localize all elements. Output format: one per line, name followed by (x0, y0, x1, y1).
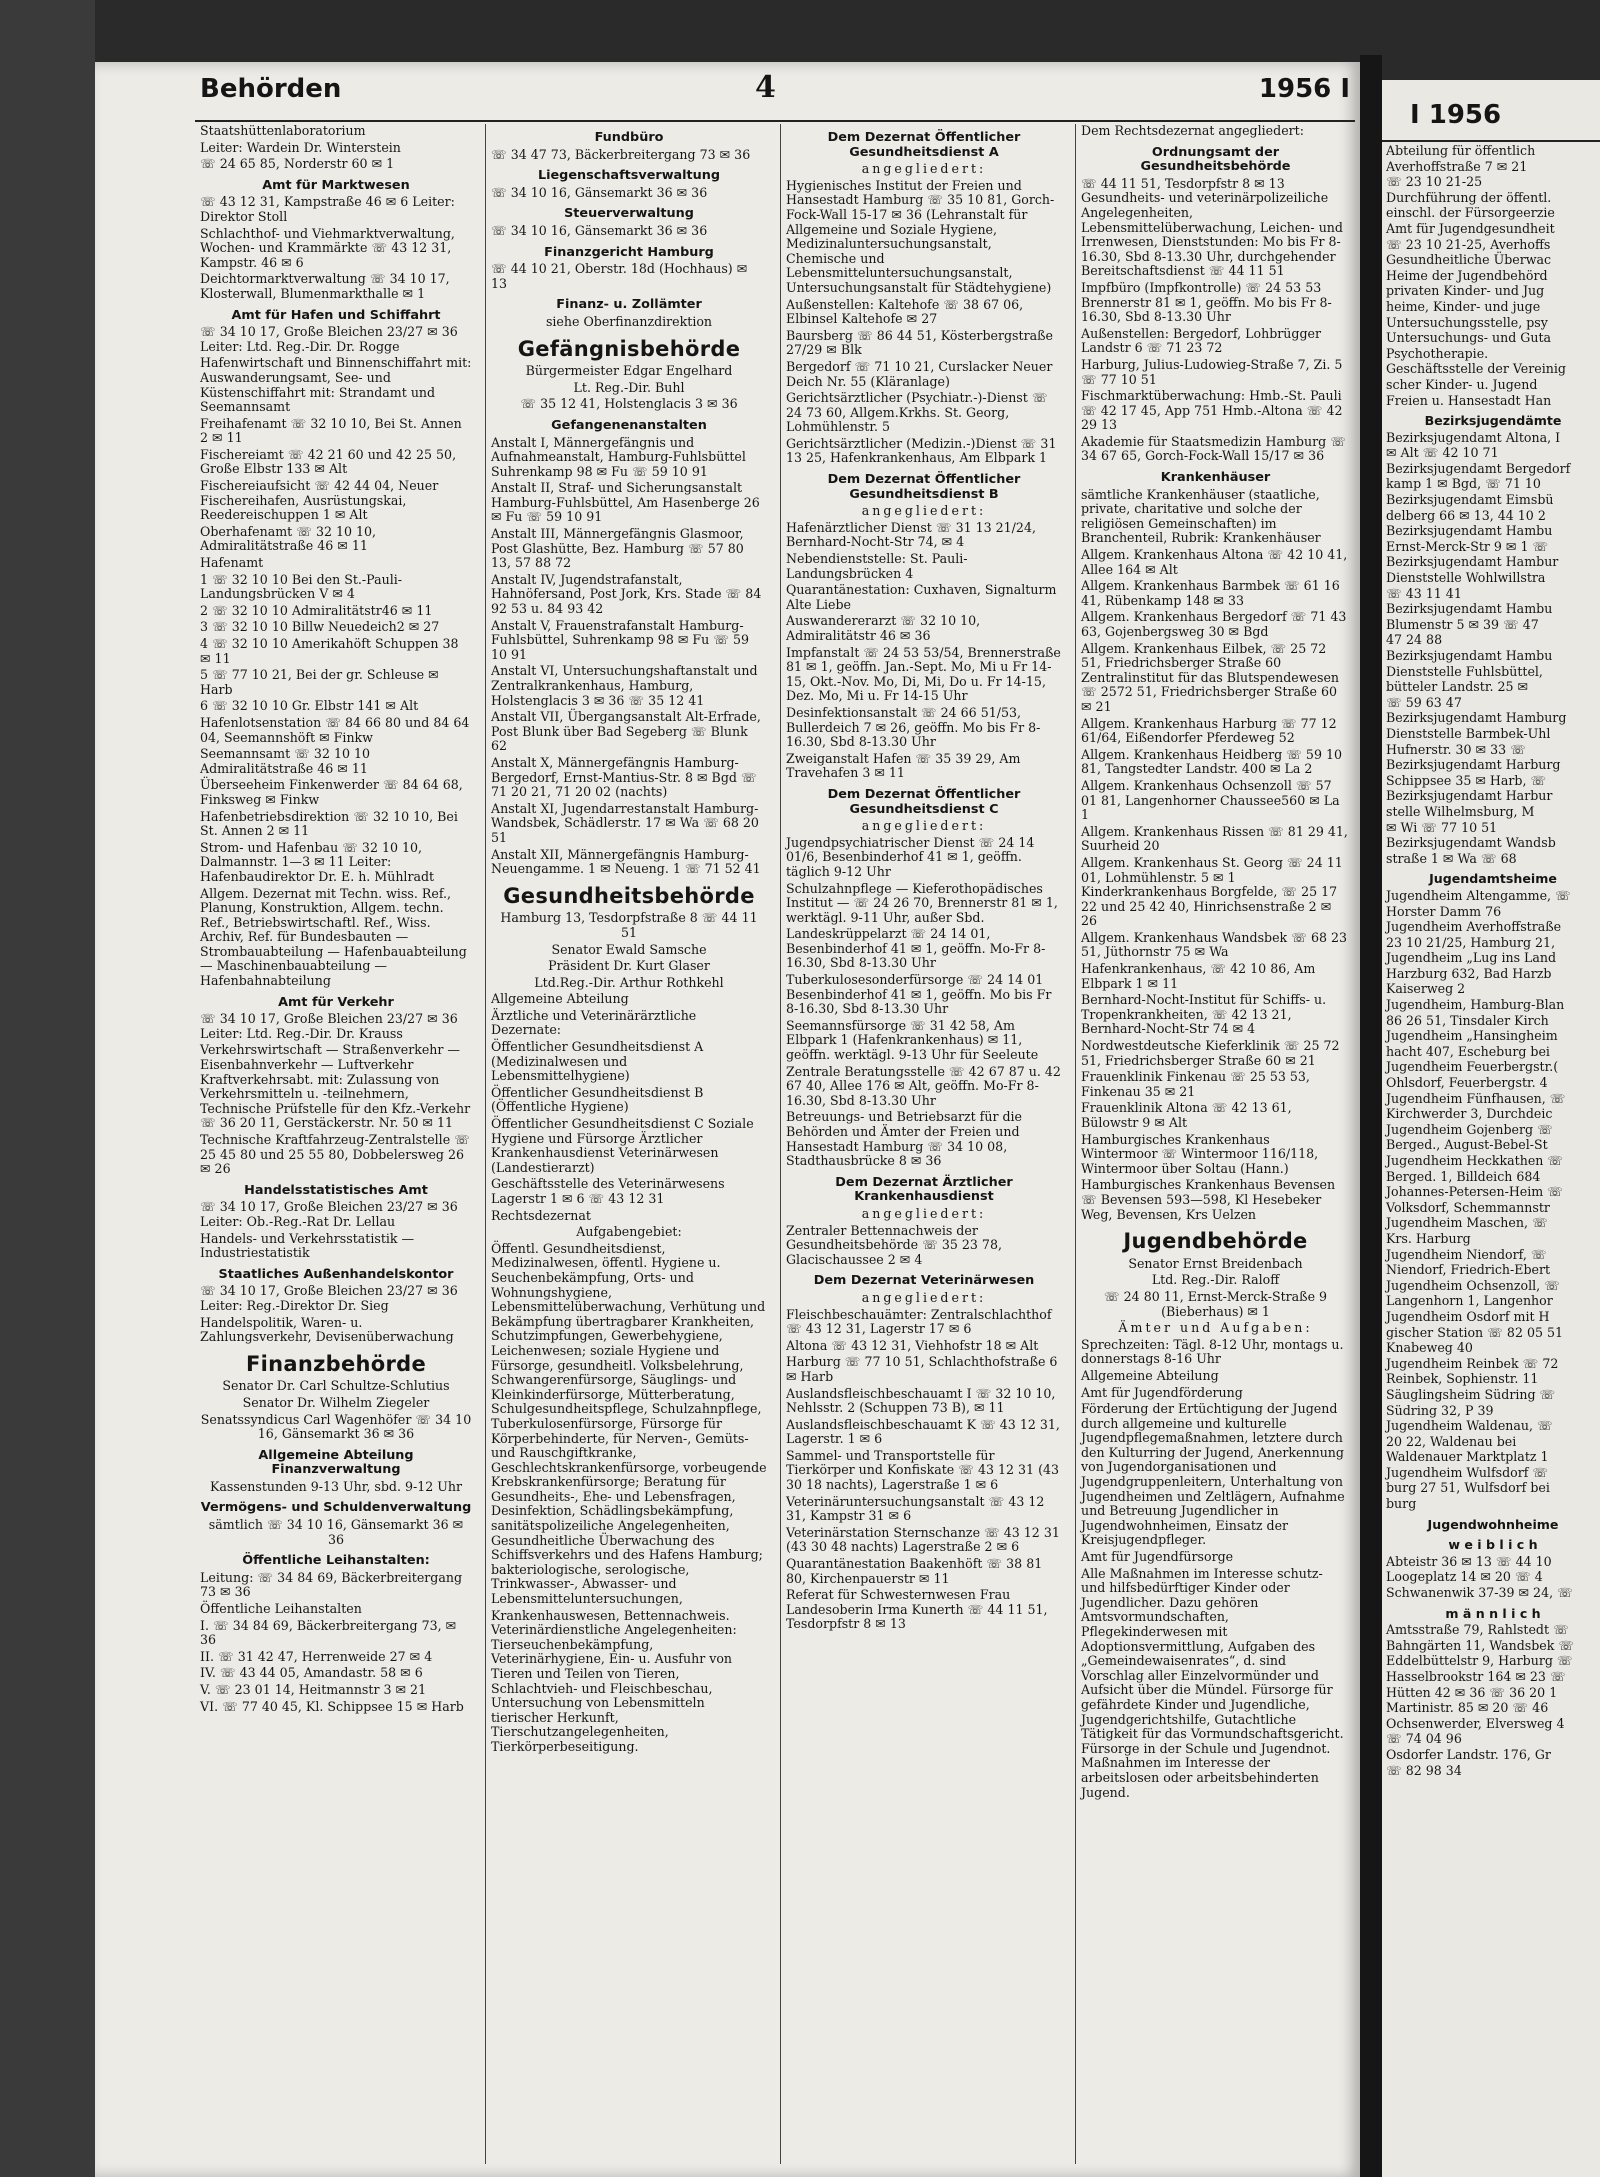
entry: ☏ 34 10 16, Gänsemarkt 36 ✉ 36 (491, 222, 708, 238)
entry: Hafenkrankenhaus, ☏ 42 10 86, Am Elbpark 1 ✉ 11 (1081, 961, 1316, 991)
entry: Anstalt XII, Männergefängnis Hamburg-Neuengamme. 1 ✉ Neueng. 1 ☏ 71 52 41 (491, 846, 761, 877)
page2-line: Dienststelle Barmbek-Uhl (1386, 725, 1551, 741)
subsection-heading: Dem Dezernat Öffentlicher Gesundheitsdienst B (827, 472, 1021, 502)
centered-line: Senator Ewald Samsche (551, 941, 707, 957)
page2-line: Averhoffstraße 7 ✉ 21 (1386, 158, 1528, 174)
entry: Geschäftsstelle des Veterinärwesens Lagerstr 1 ✉ 6 ☏ 43 12 31 (491, 1176, 725, 1206)
entry: Ärztliche und Veterinärärztliche Dezernate: (491, 1007, 697, 1038)
column-2 (485, 124, 772, 2164)
page2-line: Ochsenwerder, Elversweg 4 (1386, 1715, 1565, 1731)
page2-line: Jugendheim Osdorf mit H (1386, 1308, 1550, 1324)
header-section-title: Behörden (200, 74, 342, 104)
entry: 2 ☏ 32 10 10 Admiralitätstr46 ✉ 11 (200, 602, 433, 618)
page2-line: Bezirksjugendamt Harbur (1386, 788, 1553, 804)
entry: Schlachthof- und Viehmarktverwaltung, Wochen- und Krammärkte ☏ 43 12 31, Kampstr. 46 ✉ 6 (200, 225, 455, 270)
page2-line: Südring 32, P 39 (1386, 1402, 1494, 1418)
subsection-heading: Finanz- u. Zollämter (556, 297, 702, 313)
page2-line: ☏ 23 10 21-25 (1386, 174, 1483, 190)
entry: Impfanstalt ☏ 24 53 53/54, Brennerstraße 81 ✉ 1, geöffn. Jan.-Sept. Mo, Mi u Fr 14-15, Okt.-Nov. Mo, Di, Mi, Do u. Fr 14-15, Dez. Mo, Mi u. Fr 14-15 Uhr (786, 644, 1061, 704)
entry: Auslandsfleischbeschauamt I ☏ 32 10 10, Nehlsstr. 2 (Schuppen 73 B), ✉ 11 (786, 1385, 1056, 1416)
page2-line: Krs. Harburg (1386, 1230, 1471, 1246)
entry: Handels- und Verkehrsstatistik — Industriestatistik (200, 1230, 415, 1261)
page2-line: gischer Station ☏ 82 05 51 (1386, 1324, 1564, 1340)
entry: II. ☏ 31 42 47, Herrenweide 27 ✉ 4 (200, 1648, 433, 1664)
entry: Außenstellen: Kaltehofe ☏ 38 67 06, Elbinsel Kaltehofe ✉ 27 (786, 296, 1024, 327)
subsection-heading: Öffentliche Leihanstalten: (242, 1553, 430, 1569)
page2-line: Geschäftsstelle der Vereinig (1386, 361, 1566, 377)
entry: Allgem. Krankenhaus Harburg ☏ 77 12 61/64, Eißendorfer Pferdeweg 52 (1081, 715, 1337, 746)
entry: Anstalt I, Männergefängnis und Aufnahmeanstalt, Hamburg-Fuhlsbüttel Suhrenkamp 98 ✉ Fu ☏ 59 10 91 (491, 434, 746, 479)
entry: Landeskrüppelarzt ☏ 24 14 01, Besenbinderhof 41 ✉ 1, geöffn. Mo-Fr 8-16.30, Sbd 8-13.30 Uhr (786, 926, 1046, 971)
entry: Sammel- und Transportstelle für Tierkörper und Konfiskate ☏ 43 12 31 (43 30 18 nachts), Lagerstraße 1 ✉ 6 (786, 1447, 1060, 1493)
page2-line: Dienststelle Fuhlsbüttel, (1386, 663, 1543, 679)
page2-line: burg 27 51, Wulfsdorf bei (1386, 1480, 1550, 1496)
entry: Bergedorf ☏ 71 10 21, Curslacker Neuer Deich Nr. 55 (Kläranlage) (786, 358, 1053, 389)
entry: Zweiganstalt Hafen ☏ 35 39 29, Am Travehafen 3 ✉ 11 (786, 750, 1021, 781)
page2-heading: m ä n n l i c h (1445, 1605, 1541, 1621)
entry: sämtliche Krankenhäuser (staatliche, private, charitative und solche der religiösen Gemeinschaften) im Branchenteil, Rubrik: Krankenhäuser (1081, 486, 1321, 546)
entry: Amt für Jugendfürsorge (1081, 1549, 1234, 1565)
entry: Anstalt X, Männergefängnis Hamburg-Bergedorf, Ernst-Mantius-Str. 8 ✉ Bgd ☏ 71 20 21, 71 20 02 (nachts) (491, 754, 757, 800)
page2-line: Harzburg 632, Bad Harzb (1386, 965, 1552, 981)
entry: Öffentl. Gesundheitsdienst, Medizinalwesen, öffentl. Hygiene u. Seuchenbekämpfung, Orts- und Wohnungshygiene, Lebensmittelüberwachung, Verhütung und Bekämpfung übertragbarer Krankheiten, Schutzimpfungen, Gewerbehygiene, Leichenwesen; soziale Hygiene und Fürsorge, gesundheitl. Volksbelehrung, Schwangerenfürsorge, Säuglings- und Kleinkinderfürsorge, Mütterberatung, Schulgesundheitspflege, Schulzahnpflege, Tuberkulosenfürsorge, Fürsorge für Körperbehinderte, für Nerven-, Gemüts- und Rauschgiftkranke, Geschlechtskrankenfürsorge, vorbeugende Krebskrankenfürsorge; Beratung für Gesundheits-, Ehe- und Lebensfragen, Desinfektion, Schädlingsbekämpfung, sanitätspolizeiliche Angelegenheiten, Gesundheitliche Überwachung des Schiffsverkehrs und des Hafens Hamburg; bakteriologische, serologische, Trinkwasser-, Abwasser- und Lebensmitteluntersuchungen, (491, 1240, 767, 1607)
page2-line: Gesundheitliche Überwac (1386, 252, 1552, 268)
entry: Bernhard-Nocht-Institut für Schiffs- u. Tropenkrankheiten, ☏ 42 13 21, Bernhard-Nocht-Str 74 ✉ 4 (1081, 992, 1327, 1037)
entry: Zentrale Beratungsstelle ☏ 42 67 87 u. 42 67 40, Allee 176 ✉ Alt, geöffn. Mo-Fr 8-16.30, Sbd 8-13.30 Uhr (786, 1063, 1061, 1108)
centered-line: Präsident Dr. Kurt Glaser (548, 958, 710, 974)
entry: Verkehrswirtschaft — Straßenverkehr — Eisenbahnverkehr — Luftverkehr Kraftverkehrsabt. mit: Zulassung von Verkehrsmitteln u. -teilnehmern, Technische Prüfstelle für den Kfz.-Verkehr ☏ 36 20 11, Gerstäckerstr. Nr. 50 ✉ 11 (200, 1042, 471, 1131)
page2-line: Volksdorf, Schemmannstr (1386, 1199, 1550, 1215)
entry: ☏ 34 10 17, Große Bleichen 23/27 ✉ 36 Leiter: Ob.-Reg.-Rat Dr. Lellau (200, 1199, 458, 1229)
page2-line: ☏ 82 98 34 (1386, 1762, 1462, 1778)
page2-line: Loogeplatz 14 ✉ 20 ☏ 4 (1386, 1569, 1543, 1585)
page2-heading: Bezirksjugendämte (1424, 413, 1562, 429)
entry: Allgem. Krankenhaus Wandsbek ☏ 68 23 51, Jüthornstr 75 ✉ Wa (1081, 929, 1347, 960)
page2-line: ☏ 74 04 96 (1386, 1731, 1462, 1747)
entry: VI. ☏ 77 40 45, Kl. Schippsee 15 ✉ Harb (200, 1698, 464, 1714)
centered-line: Ltd. Reg.-Dir. Raloff (1151, 1272, 1280, 1288)
entry: Außenstellen: Bergedorf, Lohbrügger Landstr 6 ☏ 71 23 72 (1081, 325, 1321, 356)
column-4 (1075, 124, 1355, 2164)
entry: Hafenärztlicher Dienst ☏ 31 13 21/24, Bernhard-Nocht-Str 74, ✉ 4 (786, 519, 1036, 550)
entry: ☏ 43 12 31, Kampstraße 46 ✉ 6 Leiter: Direktor Stoll (200, 194, 455, 224)
entry: Handelspolitik, Waren- u. Zahlungsverkehr, Devisenüberwachung (200, 1314, 454, 1345)
entry: 5 ☏ 77 10 21, Bei der gr. Schleuse ✉ Harb (200, 667, 439, 697)
page2-line: Amtsstraße 79, Rahlstedt ☏ (1386, 1622, 1569, 1638)
entry: Alle Maßnahmen im Interesse schutz- und hilfsbedürftiger Kinder oder Jugendlicher. Dazu gehören Amtsvormundschaften, Pflegekinderwesen mit Adoptionsvermittlung, Aufgaben des „Gemeindewaisenrates“, d. sind Vorschlag aller Einzelvormünder und Aufsicht über die Mündel. Fürsorge für gefährdete Kinder und Jugendliche, Jugendgerichtshilfe, Gutachtliche Tätigkeit für das Vormundschaftsgericht. Fürsorge in der Schule und Jugendnot. Maßnahmen im Interesse der arbeitslosen oder arbeitsbehinderten Jugend. (1081, 1565, 1344, 1800)
entry: Akademie für Staatsmedizin Hamburg ☏ 34 67 65, Gorch-Fock-Wall 15/17 ✉ 36 (1081, 433, 1346, 464)
entry: Quarantänestation Baakenhöft ☏ 38 81 80, Kirchenpauerstr ✉ 11 (786, 1556, 1043, 1586)
page2-line: Jugendheim Ochsenzoll, ☏ (1386, 1277, 1560, 1293)
subsection-heading: Dem Dezernat Ärztlicher Krankenhausdienst (835, 1174, 1013, 1205)
centered-line: Aufgabengebiet: (576, 1224, 682, 1240)
entry: Überseeheim Finkenwerder ☏ 84 64 68, Finksweg ✉ Finkw (200, 777, 463, 807)
page2-heading: Jugendwohnheime (1427, 1516, 1559, 1532)
entry: ☏ 44 10 21, Oberstr. 18d (Hochhaus) ✉ 13 (491, 261, 748, 291)
entry: Rechtsdezernat (491, 1207, 591, 1223)
entry: Fleischbeschauämter: Zentralschlachthof ☏ 43 12 31, Lagerstr 17 ✉ 6 (786, 1306, 1052, 1337)
page2-line: Jugendheim Maschen, ☏ (1386, 1215, 1548, 1231)
page2-heading: Jugendamtsheime (1429, 871, 1557, 887)
entry: Fischmarktüberwachung: Hmb.-St. Pauli ☏ 42 17 45, App 751 Hmb.-Altona ☏ 42 29 13 (1081, 388, 1343, 433)
page2-line: Bezirksjugendamt Hambu (1386, 523, 1553, 539)
entry: Allgem. Krankenhaus Heidberg ☏ 59 10 81, Tangstedter Landstr. 400 ✉ La 2 (1081, 746, 1342, 777)
page2-line: bütteler Landstr. 25 ✉ (1386, 679, 1529, 695)
page2-line: Jugendheim Wulfsdorf ☏ (1386, 1464, 1549, 1480)
entry: Anstalt V, Frauenstrafanstalt Hamburg-Fuhlsbüttel, Suhrenkamp 98 ✉ Fu ☏ 59 10 91 (491, 617, 750, 662)
page2-line: scher Kinder- u. Jugend (1386, 376, 1538, 392)
page2-line: ✉ Wi ☏ 77 10 51 (1386, 819, 1498, 835)
page2-line: Durchführung der öffentl. (1386, 189, 1552, 205)
columns (195, 124, 1355, 2164)
page2-line: Jugendheim Reinbek ☏ 72 (1386, 1355, 1559, 1371)
spaced-label: angegliedert: (861, 1205, 987, 1221)
spaced-label: angegliedert: (861, 818, 987, 834)
centered-line: sämtlich ☏ 34 10 16, Gänsemarkt 36 ✉ 36 (208, 1517, 464, 1547)
subsection-heading: Amt für Hafen und Schiffahrt (231, 307, 441, 323)
entry: ☏ 34 10 17, Große Bleichen 23/27 ✉ 36 Leiter: Ltd. Reg.-Dir. Dr. Rogge (200, 324, 458, 354)
subsection-heading: Allgemeine Abteilung Finanzverwaltung (258, 1447, 414, 1478)
entry: ☏ 34 10 17, Große Bleichen 23/27 ✉ 36 Leiter: Ltd. Reg.-Dir. Dr. Krauss (200, 1011, 458, 1041)
entry: Seemannsamt ☏ 32 10 10 Admiralitätstraße 46 ✉ 11 (200, 746, 371, 776)
entry: Hafenwirtschaft und Binnenschiffahrt mit: Auswanderungsamt, See- und Küstenschiffahrt mit: Strandamt und Seemannsamt (200, 355, 472, 415)
page2-line: Freien u. Hansestadt Han (1386, 392, 1552, 408)
page2-line: Untersuchungs- und Guta (1386, 330, 1552, 346)
page2-line: stelle Wilhelmsburg, M (1386, 803, 1535, 819)
page2-line: Bezirksjugendamt Bergedorf (1386, 460, 1571, 476)
page2-line: Hütten 42 ✉ 36 ☏ 36 20 1 (1386, 1684, 1558, 1700)
entry: Hafenbetriebsdirektion ☏ 32 10 10, Bei St. Annen 2 ✉ 11 (200, 808, 458, 839)
page2-line: Jugendheim Averhoffstraße (1386, 919, 1562, 935)
entry: Anstalt III, Männergefängnis Glasmoor, Post Glashütte, Bez. Hamburg ☏ 57 80 13, 57 88 72 (491, 526, 744, 571)
subsection-heading: Dem Dezernat Öffentlicher Gesundheitsdienst C (827, 786, 1021, 817)
subsection-heading: Dem Dezernat Veterinärwesen (813, 1273, 1035, 1289)
page2-line: 86 26 51, Tinsdaler Kirch (1386, 1012, 1549, 1028)
entry: 4 ☏ 32 10 10 Amerikahöft Schuppen 38 ✉ 11 (200, 636, 459, 666)
page2-line: Bezirksjugendamt Wandsb (1386, 835, 1556, 851)
page2-line: Blumenstr 5 ✉ 39 ☏ 47 (1386, 616, 1539, 632)
page2-line: Amt für Jugendgesundheit (1386, 220, 1555, 236)
authority-heading: Finanzbehörde (245, 1351, 427, 1376)
entry: Hamburgisches Krankenhaus Bevensen ☏ Bevensen 593—598, Kl Hesebeker Weg, Bevensen, Krs Uelzen (1081, 1177, 1336, 1222)
entry: 3 ☏ 32 10 10 Billw Neuedeich2 ✉ 27 (200, 619, 440, 635)
entry: Förderung der Ertüchtigung der Jugend durch allgemeine und kulturelle Jugendpflegemaßnahmen, letztere durch den Kulturring der Jugend, Anerkennung von Jugendorganisationen und Jugendgruppenleitern, Unterhaltung von Jugendheimen und Zeltlägern, Aufnahme und Betreuung Jugendlicher in Jugendwohnheimen, Einsatz der Kreisjugendpfleger. (1081, 1401, 1345, 1548)
entry: Deichtormarktverwaltung ☏ 34 10 17, Klosterwall, Blumenmarkthalle ✉ 1 (200, 271, 450, 301)
entry: ☏ 34 10 16, Gänsemarkt 36 ✉ 36 (491, 184, 708, 200)
page-left (95, 62, 1360, 2177)
subsection-heading: Amt für Marktwesen (262, 177, 410, 193)
centered-line: Hamburg 13, Tesdorpfstraße 8 ☏ 44 11 51 (500, 910, 758, 940)
centered-line: Senator Dr. Wilhelm Ziegeler (242, 1394, 430, 1410)
entry: Fischereiamt ☏ 42 21 60 und 42 25 50, Große Elbstr 133 ✉ Alt (200, 446, 457, 477)
page2-line: ☏ 23 10 21-25, Averhoffs (1386, 236, 1551, 252)
entry: Hafenamt (200, 555, 264, 571)
entry: Desinfektionsanstalt ☏ 24 66 51/53, Bullerdeich 7 ✉ 26, geöffn. Mo bis Fr 8-16.30, Sbd 8-13.30 Uhr (786, 704, 1041, 750)
spaced-label: angegliedert: (861, 503, 987, 519)
entry: Dem Rechtsdezernat angegliedert: (1081, 124, 1304, 138)
page2-line: privaten Kinder- und Jug (1386, 283, 1545, 299)
entry: V. ☏ 23 01 14, Heitmannstr 3 ✉ 21 (200, 1682, 427, 1697)
page2-line: Jugendheim Niendorf, ☏ (1386, 1246, 1547, 1262)
entry: Veterinärstation Sternschanze ☏ 43 12 31 (43 30 48 nachts) Lagerstraße 2 ✉ 6 (786, 1524, 1060, 1555)
scanner-margin (0, 0, 95, 2177)
page2-line: Abteilung für öffentlich (1386, 143, 1536, 158)
centered-line: Ltd.Reg.-Dir. Arthur Rothkehl (534, 974, 724, 990)
page2-line: ☏ 59 63 47 (1386, 694, 1462, 710)
entry: Freihafenamt ☏ 32 10 10, Bei St. Annen 2 ✉ 11 (200, 415, 462, 446)
entry: Fischereiaufsicht ☏ 42 44 04, Neuer Fischereihafen, Ausrüstungskai, Reedereischuppen 1 ✉ Alt (200, 478, 439, 523)
page2-line: Ohlsdorf, Feuerbergstr. 4 (1386, 1075, 1548, 1091)
page2-line: Jugendheim Feuerbergstr.( (1386, 1059, 1559, 1075)
entry: Frauenklinik Finkenau ☏ 25 53 53, Finkenau 35 ✉ 21 (1081, 1069, 1310, 1099)
page2-line: Knabeweg 40 (1386, 1340, 1473, 1356)
page2-line: burg (1386, 1496, 1417, 1512)
entry: Nordwestdeutsche Kieferklinik ☏ 25 72 51, Friedrichsberger Straße 60 ✉ 21 (1081, 1038, 1340, 1068)
entry: Allgem. Krankenhaus Rissen ☏ 81 29 41, Suurheid 20 (1081, 823, 1348, 854)
entry: Öffentlicher Gesundheitsdienst B (Öffentliche Hygiene) (491, 1084, 704, 1115)
page-number: 4 (755, 70, 776, 105)
entry: I. ☏ 34 84 69, Bäckerbreitergang 73, ✉ 36 (200, 1617, 457, 1648)
centered-line: siehe Oberfinanzdirektion (545, 313, 713, 329)
entry: IV. ☏ 43 44 05, Amandastr. 58 ✉ 6 (200, 1665, 423, 1681)
page2-line: Bezirksjugendamt Hambu (1386, 601, 1553, 617)
page2-line: Psychotherapie. (1386, 345, 1489, 361)
page-header (200, 70, 1350, 114)
page2-line: Jugendheim „Hansingheim (1386, 1028, 1558, 1044)
authority-heading: Gesundheitsbehörde (503, 883, 755, 908)
page2-header-rule (1382, 140, 1600, 142)
subsection-heading: Krankenhäuser (1160, 470, 1271, 486)
subsection-heading: Gefangenenanstalten (551, 417, 707, 433)
entry: 1 ☏ 32 10 10 Bei den St.-Pauli-Landungsbrücken V ✉ 4 (200, 571, 403, 602)
centered-line: ☏ 24 80 11, Ernst-Merck-Straße 9 (Bieberhaus) ✉ 1 (1103, 1288, 1328, 1319)
page2-line: Jugendheim Gojenberg ☏ (1386, 1121, 1553, 1137)
page2-line: 20 22, Waldenau bei (1386, 1433, 1517, 1449)
page2-line: Kirchwerder 3, Durchdeic (1386, 1106, 1553, 1122)
entry: Sprechzeiten: Tägl. 8-12 Uhr, montags u. donnerstags 8-16 Uhr (1081, 1336, 1344, 1367)
entry: Anstalt IV, Jugendstrafanstalt, Hahnöfersand, Post Jork, Krs. Stade ☏ 84 92 53 u. 84 93 42 (491, 571, 762, 617)
centered-line: Bürgermeister Edgar Engelhard (525, 363, 733, 379)
entry: Betreuungs- und Betriebsarzt für die Behörden und Ämter der Freien und Hansestadt Hamburg ☏ 34 10 08, Stadthausbrücke 8 ✉ 36 (786, 1109, 1023, 1169)
entry: Hamburgisches Krankenhaus Wintermoor ☏ Wintermoor 116/118, Wintermoor über Soltau (Hann.) (1081, 1131, 1319, 1176)
subsection-heading: Ordnungsamt der Gesundheitsbehörde (1140, 144, 1291, 175)
page2-line: Bezirksjugendamt Hamburg (1386, 710, 1567, 726)
entry: Harburg ☏ 77 10 51, Schlachthofstraße 6 ✉ Harb (786, 1354, 1058, 1384)
centered-line: Senator Ernst Breidenbach (1128, 1255, 1303, 1271)
page2-line: delberg 66 ✉ 13, 44 10 2 (1386, 507, 1546, 523)
entry: Auslandsfleischbeschauamt K ☏ 43 12 31, Lagerstr. 1 ✉ 6 (786, 1416, 1060, 1447)
entry: ☏ 34 47 73, Bäckerbreitergang 73 ✉ 36 (491, 146, 751, 162)
page2-line: straße 1 ✉ Wa ☏ 68 (1386, 850, 1517, 866)
entry: Impfbüro (Impfkontrolle) ☏ 24 53 53 Brennerstr 81 ✉ 1, geöffn. Mo bis Fr 8-16.30, Sbd 8-13.30 Uhr (1081, 279, 1332, 325)
entry: Öffentliche Leihanstalten (200, 1601, 362, 1617)
page2-line: Berged., August-Bebel-St (1386, 1137, 1548, 1153)
centered-line: Senatssyndicus Carl Wagenhöfer ☏ 34 10 16, Gänsemarkt 36 ✉ 36 (200, 1411, 472, 1442)
entry: Frauenklinik Altona ☏ 42 13 61, Bülowstr 9 ✉ Alt (1081, 1100, 1292, 1130)
page2-line: Bezirksjugendamt Altona, I (1386, 429, 1561, 445)
entry: Allgem. Krankenhaus Eilbek, ☏ 25 72 51, Friedrichsberger Straße 60 Zentralinstitut für das Blutspendewesen ☏ 2572 51, Friedrichsberger Straße 60 ✉ 21 (1081, 640, 1340, 714)
page-right-partial (1382, 80, 1600, 2177)
entry: Allgem. Krankenhaus St. Georg ☏ 24 11 01, Lohmühlenstr. 5 ✉ 1 Kinderkrankenhaus Borgfelde, ☏ 25 17 22 und 25 42 40, Hinrichsenstraße 2 ✉ 26 (1081, 854, 1343, 929)
centered-line: Senator Dr. Carl Schultze-Schlutius (222, 1378, 450, 1394)
entry: Baursberg ☏ 86 44 51, Kösterbergstraße 27/29 ✉ Blk (786, 327, 1053, 358)
entry: Allgem. Krankenhaus Altona ☏ 42 10 41, Allee 164 ✉ Alt (1081, 547, 1348, 577)
page2-line: Horster Damm 76 (1386, 903, 1502, 919)
subsection-heading: Steuerverwaltung (564, 206, 694, 222)
page2-line: Untersuchungsstelle, psy (1386, 314, 1548, 330)
entry: Tuberkulosesonderfürsorge ☏ 24 14 01 Besenbinderhof 41 ✉ 1, geöffn. Mo bis Fr 8-16.30, Sbd 8-13.30 Uhr (786, 972, 1052, 1017)
entry: Hygienisches Institut der Freien und Hansestadt Hamburg ☏ 35 10 81, Gorch-Fock-Wall 15-17 ✉ 36 (Lehranstalt für Allgemeine und Soziale Hygiene, Medizinaluntersuchungsanstalt, Chemische und Lebensmitteluntersuchungsanstalt, Untersuchungsanstalt für Städtehygiene) (786, 177, 1055, 295)
entry: Anstalt VII, Übergangsanstalt Alt-Erfrade, Post Blunk über Bad Segeberg ☏ Blunk 62 (491, 709, 761, 754)
page2-line: Kaiserweg 2 (1386, 981, 1466, 997)
subsection-heading: Staatliches Außenhandelskontor (218, 1266, 454, 1282)
entry: Auswandererarzt ☏ 32 10 10, Admiralitätstr 46 ✉ 36 (786, 613, 981, 643)
header-rule (195, 120, 1355, 122)
page2-column (1386, 144, 1600, 1779)
subsection-heading: Amt für Verkehr (278, 994, 394, 1010)
page2-line: Jugendheim Fünfhausen, ☏ (1386, 1090, 1566, 1106)
subsection-heading: Finanzgericht Hamburg (544, 244, 714, 260)
page2-line: Jugendheim Altengamme, ☏ (1386, 887, 1571, 903)
entry: Allgem. Dezernat mit Techn. wiss. Ref., Planung, Konstruktion, Allgem. techn. Ref., Betriebswirtschaftl. Ref., Wiss. Archiv, Ref. für Bundesbauten — Strombauabteilung — Hafenbauabteilung — Maschinenbauabteilung — Hafenbahnabteilung (200, 885, 467, 989)
entry: Altona ☏ 43 12 31, Viehhofstr 18 ✉ Alt (786, 1337, 1039, 1353)
entry: Allgem. Krankenhaus Barmbek ☏ 61 16 41, Rübenkamp 148 ✉ 33 (1081, 578, 1340, 608)
page2-line: Hasselbrookstr 164 ✉ 23 ☏ (1386, 1669, 1566, 1684)
page2-line: 23 10 21/25, Hamburg 21, (1386, 934, 1556, 950)
book-gutter (1360, 55, 1382, 2177)
entry: Anstalt XI, Jugendarrestanstalt Hamburg-Wandsbek, Schädlerstr. 17 ✉ Wa ☏ 68 20 51 (491, 800, 759, 845)
page2-line: Dienststelle Wohlwillstra (1386, 570, 1546, 586)
entry: Nebendienststelle: St. Pauli-Landungsbrücken 4 (786, 551, 968, 581)
centered-line: Lt. Reg.-Dir. Buhl (573, 379, 685, 395)
page2-line: ☏ 43 11 41 (1386, 585, 1462, 601)
page2-line: Bezirksjugendamt Eimsbü (1386, 492, 1554, 508)
page2-line: Jugendheim, Hamburg-Blan (1386, 997, 1565, 1013)
authority-heading: Gefängnisbehörde (517, 336, 741, 361)
spaced-label: angegliedert: (861, 1289, 987, 1305)
entry: Gerichtsärztlicher (Psychiatr.-)-Dienst ☏ 24 73 60, Allgem.Krkhs. St. Georg, Lohmühlenstr. 5 (786, 390, 1048, 435)
column-3 (780, 124, 1067, 2164)
page2-line: Bezirksjugendamt Harburg (1386, 757, 1561, 773)
entry: 6 ☏ 32 10 10 Gr. Elbstr 141 ✉ Alt (200, 698, 419, 714)
authority-heading: Jugendbehörde (1123, 1229, 1308, 1254)
page2-line: hacht 407, Escheburg bei (1386, 1043, 1550, 1059)
page2-line: Schippsee 35 ✉ Harb, ☏ (1386, 772, 1547, 788)
spaced-label: angegliedert: (861, 161, 987, 177)
page2-line: Schwanenwik 37-39 ✉ 24, ☏ (1386, 1585, 1573, 1601)
page2-line: Waldenauer Marktplatz 1 (1386, 1449, 1549, 1465)
page2-line: Bezirksjugendamt Hambur (1386, 554, 1559, 570)
subsection-heading: Liegenschaftsverwaltung (537, 168, 721, 184)
entry: Krankenhauswesen, Bettennachweis. Veterinärdienstliche Angelegenheiten: Tierseuchenbekämpfung, Veterinärhygiene, Ein- u. Ausfuhr von Tieren und Teilen von Tieren, Schlachtvieh- und Fleischbeschau, Untersuchung von Lebensmitteln tierischer Herkunft, Tierschutzangelegenheiten, Tierkörperbeseitigung. (491, 1607, 737, 1754)
entry: Anstalt VI, Untersuchungshaftanstalt und Zentralkrankenhaus, Hamburg, Holstenglacis 3 ✉ 36 ☏ 35 12 41 (491, 663, 758, 708)
entry: Allgem. Krankenhaus Bergedorf ☏ 71 43 63, Gojenbergsweg 30 ✉ Bgd (1081, 609, 1347, 639)
page2-line: Martinistr. 85 ✉ 20 ☏ 46 (1386, 1700, 1549, 1716)
subsection-heading: Handelsstatistisches Amt (244, 1182, 428, 1198)
entry: Amt für Jugendförderung (1081, 1384, 1243, 1400)
entry: Allgem. Krankenhaus Ochsenzoll ☏ 57 01 81, Langenhorner Chaussee560 ✉ La 1 (1081, 777, 1340, 823)
entry: Allgemeine Abteilung (1081, 1367, 1219, 1383)
page2-line: Abteistr 36 ✉ 13 ☏ 44 10 (1386, 1553, 1552, 1569)
page2-line: Johannes-Petersen-Heim ☏ (1386, 1184, 1563, 1200)
entry: ☏ 44 11 51, Tesdorpfstr 8 ✉ 13 Gesundheits- und veterinärpolizeiliche Angelegenheiten, Lebensmittelüberwachung, Leichen- und Irrenwesen, Dienststunden: Mo bis Fr 8-16.30, Sbd 8-13.30 Uhr, durchgehender Bereitschaftsdienst ☏ 44 11 51 (1081, 175, 1343, 279)
page2-line: 47 24 88 (1386, 632, 1443, 648)
entry: Leiter: Wardein Dr. Winterstein (200, 139, 401, 155)
entry: Gerichtsärztlicher (Medizin.-)Dienst ☏ 31 13 25, Hafenkrankenhaus, Am Elbpark 1 (786, 435, 1057, 466)
subsection-heading: Fundbüro (594, 130, 664, 145)
page2-line: Berged. 1, Billdeich 684 (1386, 1168, 1541, 1184)
entry: Anstalt II, Straf- und Sicherungsanstalt Hamburg-Fuhlsbüttel, Am Hasenberge 26 ✉ Fu ☏ 59 10 91 (491, 480, 760, 525)
entry: Staatshüttenlaboratorium (200, 124, 366, 138)
page2-line: Bezirksjugendamt Hambu (1386, 648, 1553, 663)
entry: Leitung: ☏ 34 84 69, Bäckerbreitergang 73 ✉ 36 (200, 1569, 463, 1600)
entry: Öffentlicher Gesundheitsdienst C Soziale Hygiene und Fürsorge Ärztlicher Krankenhausdienst Veterinärwesen (Landestierarzt) (491, 1116, 754, 1175)
spaced-label: Ämter und Aufgaben: (1118, 1320, 1313, 1336)
entry: Öffentlicher Gesundheitsdienst A (Medizinalwesen und Lebensmittelhygiene) (491, 1039, 704, 1084)
page2-header: I 1956 (1410, 100, 1502, 130)
page2-line: Osdorfer Landstr. 176, Gr (1386, 1746, 1551, 1762)
header-year: 1956 I (1258, 74, 1350, 104)
entry: Quarantänestation: Cuxhaven, Signalturm Alte Liebe (786, 582, 1057, 612)
page2-line: Säuglingsheim Südring ☏ (1386, 1386, 1556, 1402)
centered-line: ☏ 35 12 41, Holstenglacis 3 ✉ 36 (520, 396, 738, 412)
page2-line: Reinbek, Sophienstr. 11 (1386, 1371, 1539, 1387)
entry: Zentraler Bettennachweis der Gesundheitsbehörde ☏ 35 23 78, Glacischaussee 2 ✉ 4 (786, 1222, 1002, 1267)
entry: ☏ 24 65 85, Norderstr 60 ✉ 1 (200, 156, 395, 172)
entry: Jugendpsychiatrischer Dienst ☏ 24 14 01/6, Besenbinderhof 41 ✉ 1, geöffn. täglich 9-12 Uhr (786, 834, 1035, 879)
page2-line: ✉ Alt ☏ 42 10 71 (1386, 445, 1499, 461)
subsection-heading: Vermögens- und Schuldenverwaltung (200, 1500, 472, 1516)
entry: Veterinäruntersuchungsanstalt ☏ 43 12 31, Kampstr 31 ✉ 6 (786, 1493, 1045, 1524)
entry: Hafenlotsenstation ☏ 84 66 80 und 84 64 04, Seemannshöft ✉ Finkw (200, 714, 470, 745)
page2-line: Ernst-Merck-Str 9 ✉ 1 ☏ (1386, 538, 1549, 554)
page2-heading: w e i b l i c h (1448, 1537, 1538, 1553)
centered-line: Kassenstunden 9-13 Uhr, sbd. 9-12 Uhr (209, 1478, 463, 1494)
page2-line: Niendorf, Friedrich-Ebert (1386, 1262, 1551, 1278)
page2-line: Jugendheim Heckkathen ☏ (1386, 1153, 1564, 1168)
page2-line: Heime der Jugendbehörd (1386, 267, 1548, 283)
subsection-heading: Dem Dezernat Öffentlicher Gesundheitsdienst A (827, 130, 1021, 160)
column-1 (195, 124, 477, 2164)
page2-line: Jugendheim Waldenau, ☏ (1386, 1418, 1553, 1434)
entry: Allgemeine Abteilung (491, 991, 629, 1007)
page2-line: heime, Kinder- und juge (1386, 298, 1541, 314)
entry: ☏ 34 10 17, Große Bleichen 23/27 ✉ 36 Leiter: Reg.-Direktor Dr. Sieg (200, 1283, 458, 1313)
page2-line: Jugendheim „Lug ins Land (1386, 950, 1557, 966)
entry: Strom- und Hafenbau ☏ 32 10 10, Dalmannstr. 1—3 ✉ 11 Leiter: Hafenbaudirektor Dr. E. h. Mühlradt (200, 839, 435, 884)
entry: Technische Kraftfahrzeug-Zentralstelle ☏ 25 45 80 und 25 55 80, Dobbelersweg 26 ✉ 26 (200, 1132, 470, 1177)
entry: Schulzahnpflege — Kieferothopädisches Institut — ☏ 24 26 70, Brennerstr 81 ✉ 1, werktägl. 9-11 Uhr, außer Sbd. (786, 880, 1058, 925)
entry: Oberhafenamt ☏ 32 10 10, Admiralitätstraße 46 ✉ 11 (200, 523, 377, 554)
entry: Seemannsfürsorge ☏ 31 42 58, Am Elbpark 1 (Hafenkrankenhaus) ✉ 11, geöffn. werktägl. 9-13 Uhr für Seeleute (786, 1017, 1039, 1063)
page2-line: Bahngärten 11, Wandsbek ☏ (1386, 1637, 1575, 1653)
page2-line: einschl. der Fürsorgeerzie (1386, 205, 1555, 221)
entry: Harburg, Julius-Ludowieg-Straße 7, Zi. 5 ☏ 77 10 51 (1081, 356, 1343, 387)
page2-line: Eddelbüttelstr 9, Harburg ☏ (1386, 1653, 1573, 1669)
page2-line: Langenhorn 1, Langenhor (1386, 1293, 1553, 1309)
entry: Referat für Schwesternwesen Frau Landesoberin Irma Kunerth ☏ 44 11 51, Tesdorpfstr 8 ✉ 13 (786, 1587, 1048, 1632)
page2-line: Hufnerstr. 30 ✉ 33 ☏ (1386, 741, 1526, 757)
page2-line: kamp 1 ✉ Bgd, ☏ 71 10 (1386, 476, 1541, 492)
